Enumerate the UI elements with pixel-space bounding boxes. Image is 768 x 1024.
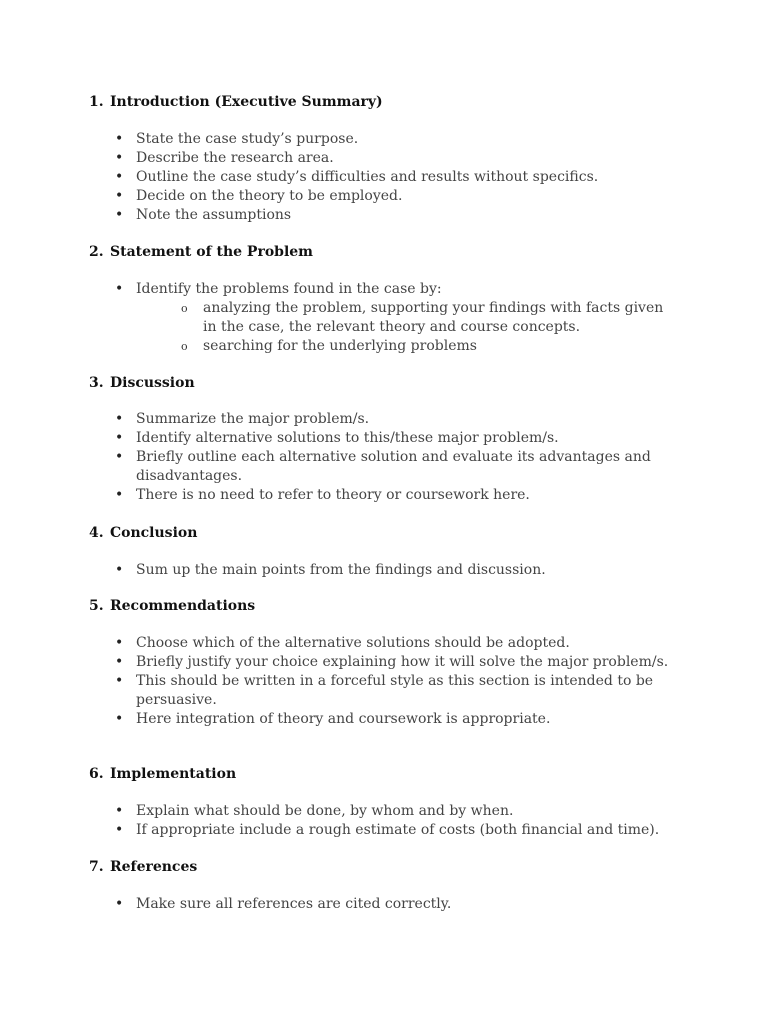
list-item [113, 149, 693, 168]
list-item-text: Outline the case study’s difficulties and results without specifics. [136, 169, 599, 185]
bullet-icon: • [115, 169, 124, 185]
list-item-text: This should be written in a forceful style as this section is intended to be persuasive. [136, 673, 654, 708]
section-4-list [113, 561, 693, 580]
list-item [113, 206, 693, 225]
list-item-text: Explain what should be done, by whom and by when. [136, 803, 514, 819]
circle-bullet-icon: o [181, 340, 188, 353]
sub-list-item-text: analyzing the problem, supporting your findings with facts given in the case, the relevant theory and course concepts. [203, 300, 664, 335]
sub-list-item [181, 337, 681, 356]
list-item [113, 486, 693, 505]
section-1-heading [89, 93, 383, 111]
bullet-icon: • [115, 150, 124, 166]
bullet-icon: • [115, 188, 124, 204]
list-item [113, 802, 693, 821]
section-4-heading [89, 524, 197, 542]
section-number: 7. [89, 859, 104, 875]
sub-list-item [181, 299, 681, 337]
list-item [113, 448, 693, 486]
section-number: 2. [89, 244, 104, 260]
section-2-list [113, 280, 693, 356]
bullet-icon: • [115, 430, 124, 446]
circle-bullet-icon: o [181, 302, 188, 315]
bullet-icon: • [115, 449, 124, 465]
bullet-icon: • [115, 207, 124, 223]
section-title: Implementation [110, 766, 237, 782]
list-item-text: Note the assumptions [136, 207, 292, 223]
section-3-heading [89, 374, 195, 392]
list-item [113, 710, 693, 729]
list-item-text: Choose which of the alternative solutions should be adopted. [136, 635, 570, 651]
list-item-text: Identify the problems found in the case by: [136, 281, 442, 297]
bullet-icon: • [115, 654, 124, 670]
list-item [113, 429, 693, 448]
section-number: 6. [89, 766, 104, 782]
list-item [113, 410, 693, 429]
list-item [113, 280, 693, 356]
list-item-text: Briefly justify your choice explaining how it will solve the major problem/s. [136, 654, 669, 670]
section-3-list [113, 410, 693, 505]
section-title: Discussion [110, 375, 195, 391]
list-item [113, 187, 693, 206]
bullet-icon: • [115, 896, 124, 912]
bullet-icon: • [115, 281, 124, 297]
section-title: References [110, 859, 198, 875]
section-2-heading [89, 243, 313, 261]
list-item [113, 672, 693, 710]
section-title: Recommendations [110, 598, 256, 614]
list-item-text: Briefly outline each alternative solution and evaluate its advantages and disadvantages. [136, 449, 651, 484]
list-item-text: There is no need to refer to theory or coursework here. [136, 487, 530, 503]
section-title: Statement of the Problem [110, 244, 313, 260]
section-title: Conclusion [110, 525, 198, 541]
list-item [113, 130, 693, 149]
bullet-icon: • [115, 711, 124, 727]
section-6-list [113, 802, 693, 840]
section-5-list [113, 634, 693, 729]
bullet-icon: • [115, 673, 124, 689]
section-number: 4. [89, 525, 104, 541]
list-item-text: State the case study’s purpose. [136, 131, 359, 147]
list-item [113, 634, 693, 653]
bullet-icon: • [115, 822, 124, 838]
list-item-text: Sum up the main points from the findings and discussion. [136, 562, 546, 578]
section-6-heading [89, 765, 236, 783]
list-item-text: Describe the research area. [136, 150, 334, 166]
bullet-icon: • [115, 131, 124, 147]
section-number: 5. [89, 598, 104, 614]
section-number: 3. [89, 375, 104, 391]
list-item [113, 821, 693, 840]
section-2-sublist [136, 299, 681, 356]
bullet-icon: • [115, 487, 124, 503]
list-item-text: Make sure all references are cited correctly. [136, 896, 452, 912]
list-item-text: Here integration of theory and coursework is appropriate. [136, 711, 551, 727]
list-item-text: Decide on the theory to be employed. [136, 188, 403, 204]
bullet-icon: • [115, 562, 124, 578]
list-item-text: Identify alternative solutions to this/these major problem/s. [136, 430, 559, 446]
list-item [113, 168, 693, 187]
section-5-heading [89, 597, 255, 615]
list-item [113, 653, 693, 672]
list-item-text: If appropriate include a rough estimate of costs (both financial and time). [136, 822, 660, 838]
section-1-list [113, 130, 693, 225]
list-item [113, 561, 693, 580]
list-item-text: Summarize the major problem/s. [136, 411, 370, 427]
bullet-icon: • [115, 635, 124, 651]
list-item [113, 895, 693, 914]
section-number: 1. [89, 94, 104, 110]
sub-list-item-text: searching for the underlying problems [203, 338, 477, 354]
section-title: Introduction (Executive Summary) [110, 94, 383, 110]
section-7-heading [89, 858, 197, 876]
section-7-list [113, 895, 693, 914]
bullet-icon: • [115, 803, 124, 819]
bullet-icon: • [115, 411, 124, 427]
